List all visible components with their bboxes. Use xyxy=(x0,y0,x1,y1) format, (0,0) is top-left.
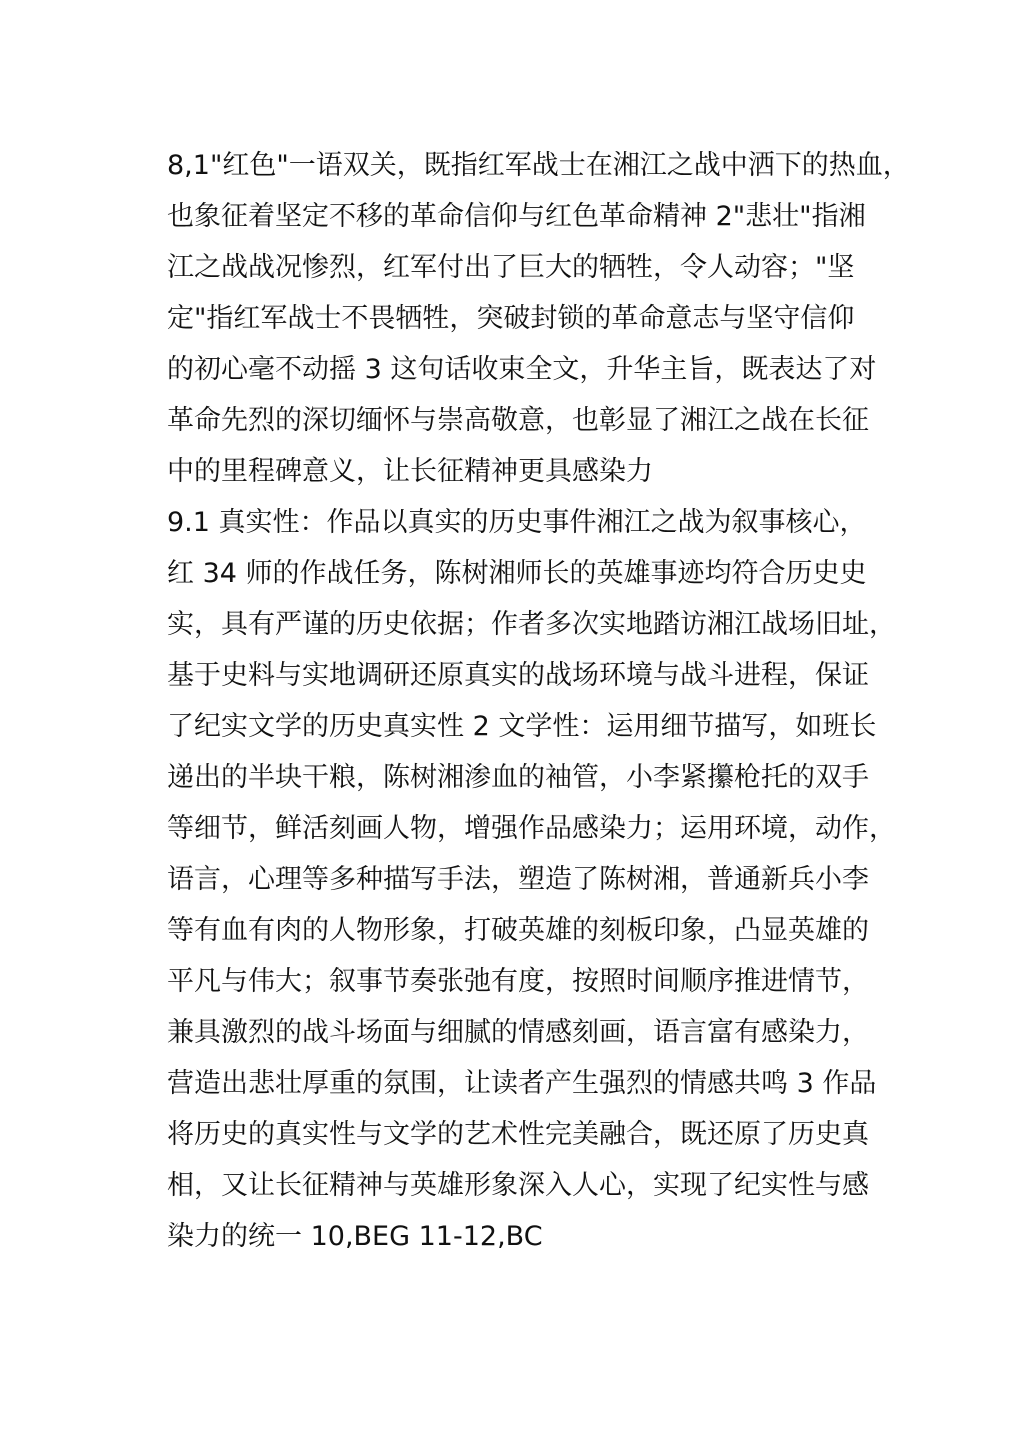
text-line: 中的里程碑意义，让长征精神更具感染力 xyxy=(167,456,653,487)
text-line: 兼具激烈的战斗场面与细腻的情感刻画，语言富有感染力， xyxy=(167,1017,869,1048)
text-line: 等细节，鲜活刻画人物，增强作品感染力；运用环境，动作， xyxy=(167,813,896,844)
text-line: 红 34 师的作战任务，陈树湘师长的英雄事迹均符合历史史 xyxy=(167,558,867,589)
text-line: 定"指红军战士不畏牺牲，突破封锁的革命意志与坚守信仰 xyxy=(167,303,855,334)
text-line: 也象征着坚定不移的革命信仰与红色革命精神 2"悲壮"指湘 xyxy=(167,201,866,232)
text-line: 将历史的真实性与文学的艺术性完美融合，既还原了历史真 xyxy=(167,1119,869,1150)
text-line: 革命先烈的深切缅怀与崇高敬意，也彰显了湘江之战在长征 xyxy=(167,405,869,436)
text-line: 实，具有严谨的历史依据；作者多次实地踏访湘江战场旧址， xyxy=(167,609,896,640)
text-line: 8,1"红色"一语双关，既指红军战士在湘江之战中洒下的热血， xyxy=(167,150,910,181)
text-line: 等有血有肉的人物形象，打破英雄的刻板印象，凸显英雄的 xyxy=(167,915,869,946)
answer-text-block xyxy=(167,140,910,1262)
text-line: 了纪实文学的历史真实性 2 文学性：运用细节描写，如班长 xyxy=(167,711,877,742)
text-line: 江之战战况惨烈，红军付出了巨大的牺牲，令人动容；"坚 xyxy=(167,252,855,283)
text-line: 9.1 真实性：作品以真实的历史事件湘江之战为叙事核心， xyxy=(167,507,867,538)
text-line: 相，又让长征精神与英雄形象深入人心，实现了纪实性与感 xyxy=(167,1170,869,1201)
text-line: 营造出悲壮厚重的氛围，让读者产生强烈的情感共鸣 3 作品 xyxy=(167,1068,877,1099)
text-line: 语言，心理等多种描写手法，塑造了陈树湘，普通新兵小李 xyxy=(167,864,869,895)
text-line: 递出的半块干粮，陈树湘渗血的袖管，小李紧攥枪托的双手 xyxy=(167,762,869,793)
text-line: 染力的统一 10,BEG 11-12,BC xyxy=(167,1221,543,1252)
text-line: 平凡与伟大；叙事节奏张弛有度，按照时间顺序推进情节， xyxy=(167,966,869,997)
text-line: 的初心毫不动摇 3 这句话收束全文，升华主旨，既表达了对 xyxy=(167,354,877,385)
text-line: 基于史料与实地调研还原真实的战场环境与战斗进程，保证 xyxy=(167,660,869,691)
